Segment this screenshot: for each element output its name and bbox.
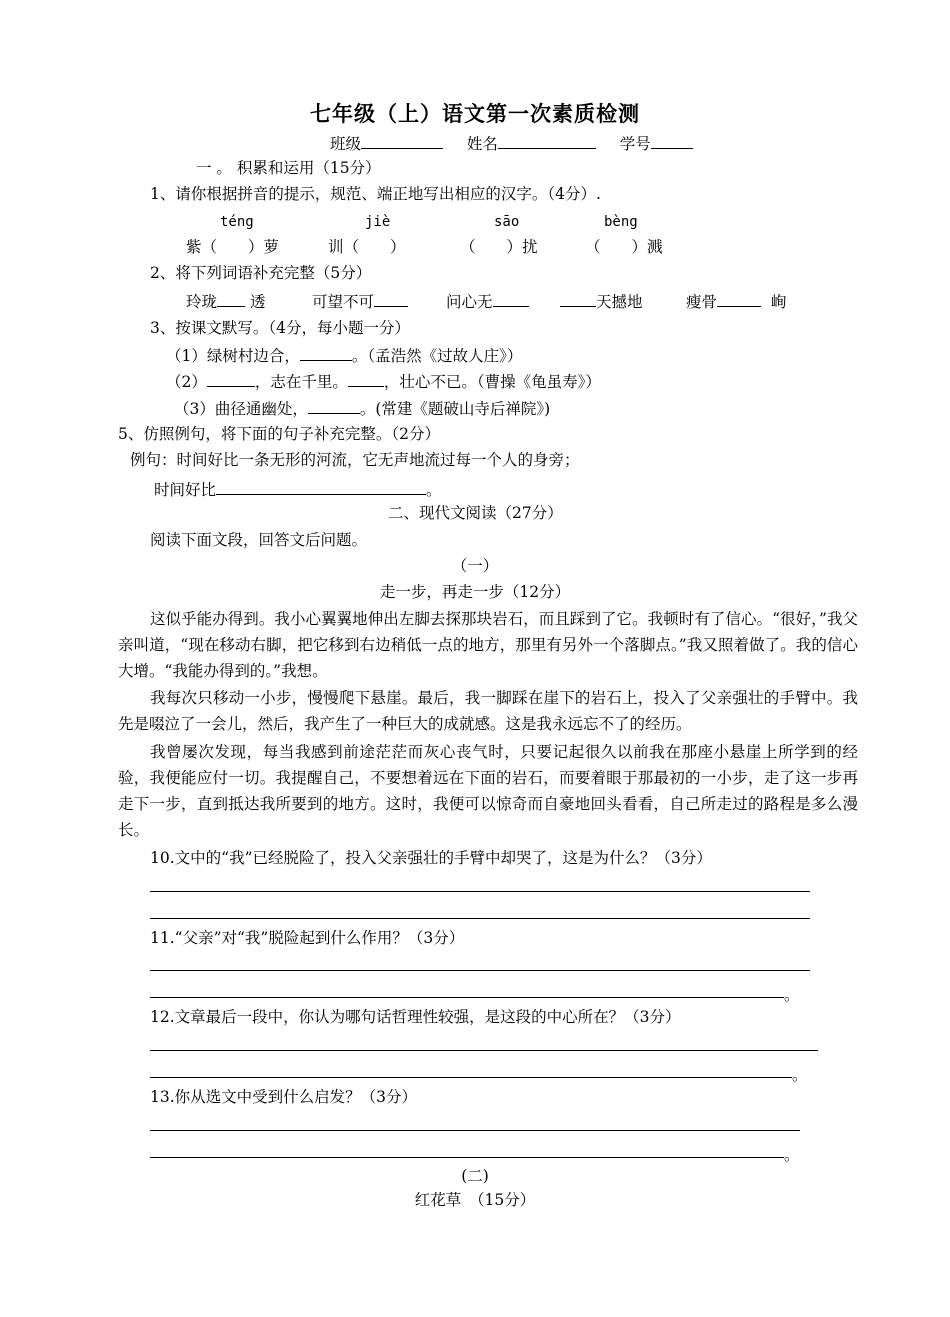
q5-answer-line xyxy=(154,478,442,500)
question-13: 13.你从选文中受到什么启发？（3分） xyxy=(150,1088,418,1106)
q1-item-1[interactable]: 紫（ ）萝 xyxy=(186,238,280,256)
q2-item-4 xyxy=(560,290,643,312)
q5-stem: 时间好比 xyxy=(154,481,217,499)
part1-title: 走一步，再走一步（12分） xyxy=(379,583,571,601)
part1-label: （一） xyxy=(451,557,499,575)
answer-line[interactable] xyxy=(150,1157,784,1158)
pinyin-4: bèng xyxy=(604,214,638,230)
question-12: 12.文章最后一段中，你认为哪句话哲理性较强，是这段的中心所在？（3分） xyxy=(150,1008,681,1026)
q3-line-3-a: （3）曲径通幽处， xyxy=(174,400,308,418)
answer-line[interactable] xyxy=(150,918,810,919)
q1-item-3[interactable]: （ ）扰 xyxy=(460,238,538,256)
id-label: 学号 xyxy=(619,135,651,153)
q2-blank-2[interactable] xyxy=(374,290,408,307)
q2-item-4-post: 天撼地 xyxy=(596,293,643,311)
q3-line-1 xyxy=(166,344,522,366)
q2-item-2-pre: 可望不可 xyxy=(312,293,375,311)
q5-prompt: 5、仿照例句，将下面的句子补充完整。（2分） xyxy=(118,425,440,443)
passage-paragraph-3: 我曾屡次发现，每当我感到前途茫茫而灰心丧气时，只要记起很久以前我在那座小悬崖上所学到的经验，我便能应付一切。我提醒自己，不要想着远在下面的岩石，而要着眼于那最初的一小步，走了这一步再走下一步，直到抵达我所要到的地方。这时，我便可以惊奇而自豪地回头看看，自己所走过的路程是多么漫长。 xyxy=(118,743,858,839)
q2-item-3 xyxy=(446,290,529,312)
q2-item-1 xyxy=(186,290,265,312)
q1-item-4[interactable]: （ ）溅 xyxy=(585,238,663,256)
student-info-row xyxy=(330,132,693,154)
section2-heading: 二、现代文阅读（27分） xyxy=(388,504,563,522)
q2-item-1-post: 透 xyxy=(249,293,266,311)
passage-paragraph-1: 这似乎能办得到。我小心翼翼地伸出左脚去探那块岩石，而且踩到了它。我顿时有了信心。“很好，”我父亲叫道，“现在移动右脚，把它移到右边稍低一点的地方，那里有另外一个落脚点。”我又照着做了。我的信心大增。“我能办得到的。”我想。 xyxy=(118,610,858,680)
pinyin-3: sāo xyxy=(494,214,520,230)
q1-item-2[interactable]: 训（ ） xyxy=(328,238,406,256)
q2-item-1-pre: 玲珑 xyxy=(186,293,218,311)
answer-line[interactable] xyxy=(150,1130,800,1131)
answer-line[interactable] xyxy=(150,997,784,998)
period-mark: 。 xyxy=(784,986,800,1004)
q1-prompt: 1、请你根据拼音的提示，规范、端正地写出相应的汉字。（4分）. xyxy=(150,185,601,203)
question-11: 11.“父亲”对“我”脱险起到什么作用？（3分） xyxy=(150,929,465,947)
q3-line-2-b: ，志在千里。 xyxy=(254,373,348,391)
q3-line-1-b: 。（孟浩然《过故人庄》） xyxy=(351,347,523,365)
section1-heading: 一 。 积累和运用（15分） xyxy=(196,159,381,177)
passage-paragraph-2: 我每次只移动一小步，慢慢爬下悬崖。最后，我一脚踩在崖下的岩石上，投入了父亲强壮的手臂中。我先是啜泣了一会儿，然后，我产生了一种巨大的成就感。这是我永远忘不了的经历。 xyxy=(118,689,858,733)
pinyin-1: téng xyxy=(220,214,254,230)
q2-blank-3[interactable] xyxy=(493,290,529,307)
q2-item-3-pre: 问心无 xyxy=(446,293,493,311)
q3-blank-1[interactable] xyxy=(300,344,352,361)
q3-line-2-a: （2） xyxy=(166,373,207,391)
q3-blank-2[interactable] xyxy=(207,370,255,387)
q2-item-5-pre: 瘦骨 xyxy=(686,293,718,311)
name-label: 姓名 xyxy=(466,135,498,153)
part2-label: (二) xyxy=(461,1167,489,1185)
q3-line-2-c: ，壮心不已。（曹操《龟虽寿》） xyxy=(383,373,601,391)
reading-instruction: 阅读下面文段，回答文后问题。 xyxy=(150,531,368,549)
q3-line-3 xyxy=(174,397,550,419)
id-blank[interactable] xyxy=(651,132,693,149)
q2-blank-1[interactable] xyxy=(217,290,245,307)
q5-end: 。 xyxy=(426,481,442,499)
period-mark: 。 xyxy=(784,1146,800,1164)
q3-line-2 xyxy=(166,370,601,392)
q2-blank-4[interactable] xyxy=(560,290,596,307)
pinyin-2: jiè xyxy=(365,214,391,230)
q5-example: 例句：时间好比一条无形的河流，它无声地流过每一个人的身旁； xyxy=(130,451,580,469)
q3-blank-3[interactable] xyxy=(348,370,384,387)
answer-line[interactable] xyxy=(150,970,810,971)
q5-blank[interactable] xyxy=(216,478,426,495)
q2-blank-5[interactable] xyxy=(717,290,761,307)
answer-line[interactable] xyxy=(150,1077,792,1078)
q3-blank-4[interactable] xyxy=(308,397,360,414)
class-label: 班级 xyxy=(330,135,362,153)
q2-prompt: 2、将下列词语补充完整（5分） xyxy=(150,264,372,282)
answer-line[interactable] xyxy=(150,891,810,892)
name-blank[interactable] xyxy=(498,132,596,149)
page-title: 七年级（上）语文第一次素质检测 xyxy=(310,101,640,126)
q3-line-1-a: （1）绿树村边合， xyxy=(166,347,300,365)
class-blank[interactable] xyxy=(361,132,443,149)
part2-title: 红花草 （15分） xyxy=(414,1191,536,1209)
period-mark: 。 xyxy=(792,1066,808,1084)
q3-line-3-b: 。(常建《题破山寺后禅院》) xyxy=(359,400,551,418)
q2-item-2 xyxy=(312,290,408,312)
answer-line[interactable] xyxy=(150,1050,818,1051)
question-10: 10.文中的“我”已经脱险了，投入父亲强壮的手臂中却哭了，这是为什么？（3分） xyxy=(150,849,712,867)
q2-item-5-post: 峋 xyxy=(770,293,787,311)
q3-prompt: 3、按课文默写。（4分，每小题一分） xyxy=(150,319,410,337)
q2-item-5 xyxy=(686,290,786,312)
